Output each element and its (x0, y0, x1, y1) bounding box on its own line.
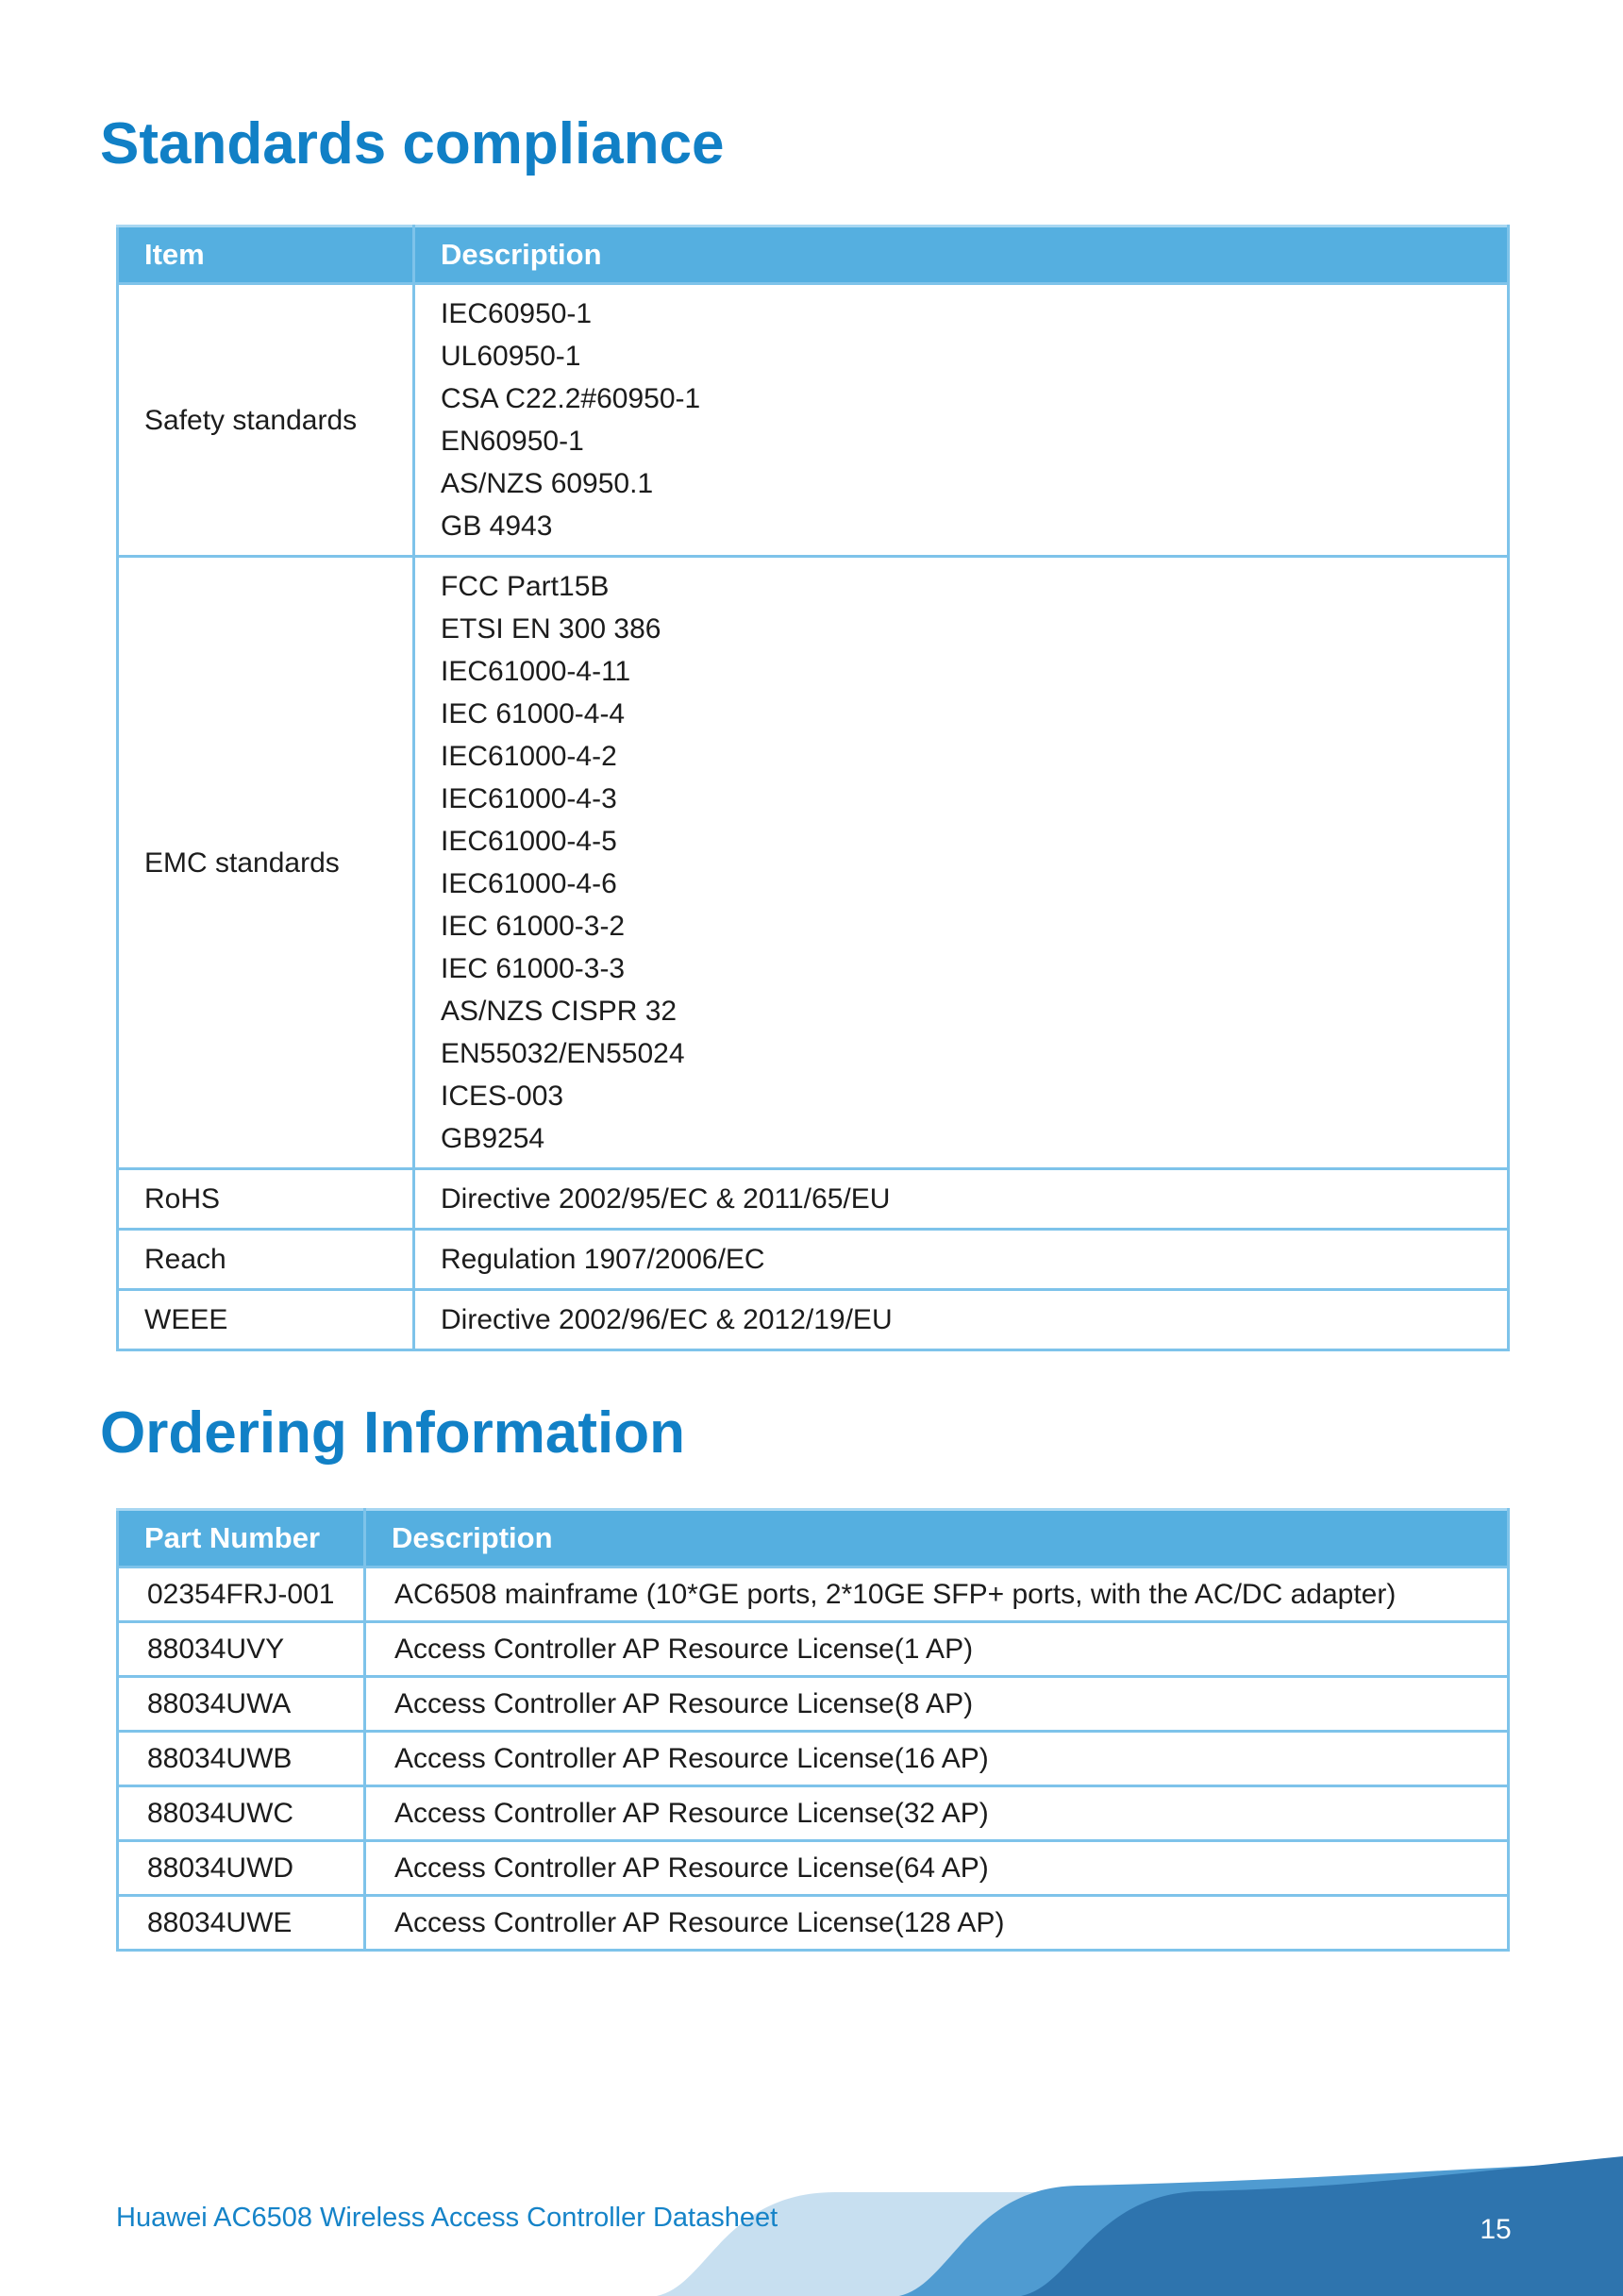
part-number-cell: 88034UWC (118, 1786, 365, 1841)
column-header-description: Description (414, 226, 1509, 284)
description-line: IEC 61000-3-3 (441, 953, 626, 984)
column-header-item: Item (118, 226, 414, 284)
item-cell: RoHS (118, 1169, 414, 1230)
table-header-row (118, 226, 1509, 284)
description-cell: Access Controller AP Resource License(32 AP) (365, 1786, 1509, 1841)
table-row (118, 284, 1509, 557)
description-cell (414, 1230, 1509, 1290)
ordering-information-table (116, 1508, 1510, 1952)
standards-compliance-table (116, 225, 1510, 1351)
table-row (118, 1677, 1509, 1732)
table-header-row (118, 1510, 1509, 1567)
item-cell: WEEE (118, 1290, 414, 1350)
description-cell: Access Controller AP Resource License(16 AP) (365, 1732, 1509, 1786)
part-number-cell: 88034UWD (118, 1841, 365, 1896)
description-line: IEC 61000-4-4 (441, 698, 626, 729)
description-line: ICES-003 (441, 1081, 564, 1112)
part-number-cell: 02354FRJ-001 (118, 1567, 365, 1622)
description-cell: Access Controller AP Resource License(64 AP) (365, 1841, 1509, 1896)
footer-document-title: Huawei AC6508 Wireless Access Controller Datasheet (116, 2203, 778, 2233)
column-header-part-number: Part Number (118, 1510, 365, 1567)
part-number-cell: 88034UVY (118, 1622, 365, 1677)
description-line: UL60950-1 (441, 341, 581, 372)
description-line: IEC61000-4-3 (441, 783, 617, 814)
description-cell (414, 557, 1509, 1169)
part-number-cell: 88034UWE (118, 1896, 365, 1951)
table-row (118, 1622, 1509, 1677)
description-line: ETSI EN 300 386 (441, 613, 661, 645)
table-row (118, 1841, 1509, 1896)
description-line: IEC61000-4-5 (441, 826, 617, 857)
description-line: IEC61000-4-11 (441, 656, 631, 687)
description-line: GB 4943 (441, 511, 553, 542)
column-header-description: Description (365, 1510, 1509, 1567)
item-cell: EMC standards (118, 557, 414, 1169)
description-cell (414, 1290, 1509, 1350)
description-line: Directive 2002/96/EC & 2012/19/EU (441, 1304, 893, 1335)
description-line: EN60950-1 (441, 426, 584, 457)
item-cell: Reach (118, 1230, 414, 1290)
description-line: Regulation 1907/2006/EC (441, 1244, 765, 1275)
table-row (118, 1290, 1509, 1350)
description-line: AS/NZS CISPR 32 (441, 996, 678, 1027)
description-line: AS/NZS 60950.1 (441, 468, 654, 499)
section-title-standards-compliance: Standards compliance (100, 111, 725, 176)
table-row (118, 1567, 1509, 1622)
table-row (118, 1169, 1509, 1230)
table-row (118, 1896, 1509, 1951)
item-cell: Safety standards (118, 284, 414, 557)
table-row (118, 1230, 1509, 1290)
description-line: IEC61000-4-6 (441, 868, 617, 899)
part-number-cell: 88034UWA (118, 1677, 365, 1732)
description-line: IEC61000-4-2 (441, 741, 617, 772)
table-row (118, 557, 1509, 1169)
description-cell: Access Controller AP Resource License(8 AP) (365, 1677, 1509, 1732)
description-line: Directive 2002/95/EC & 2011/65/EU (441, 1183, 891, 1215)
description-line: EN55032/EN55024 (441, 1038, 685, 1069)
table-row (118, 1732, 1509, 1786)
description-cell (414, 1169, 1509, 1230)
part-number-cell: 88034UWB (118, 1732, 365, 1786)
description-line: GB9254 (441, 1123, 545, 1154)
description-cell (414, 284, 1509, 557)
description-cell: Access Controller AP Resource License(1 AP) (365, 1622, 1509, 1677)
description-line: FCC Part15B (441, 571, 610, 602)
description-line: IEC 61000-3-2 (441, 911, 626, 942)
section-title-ordering-information: Ordering Information (100, 1400, 685, 1466)
description-line: CSA C22.2#60950-1 (441, 383, 701, 414)
table-row (118, 1786, 1509, 1841)
description-cell: Access Controller AP Resource License(128 AP) (365, 1896, 1509, 1951)
footer-page-number: 15 (1480, 2214, 1512, 2245)
description-cell: AC6508 mainframe (10*GE ports, 2*10GE SFP+ ports, with the AC/DC adapter) (365, 1567, 1509, 1622)
description-line: IEC60950-1 (441, 298, 593, 329)
